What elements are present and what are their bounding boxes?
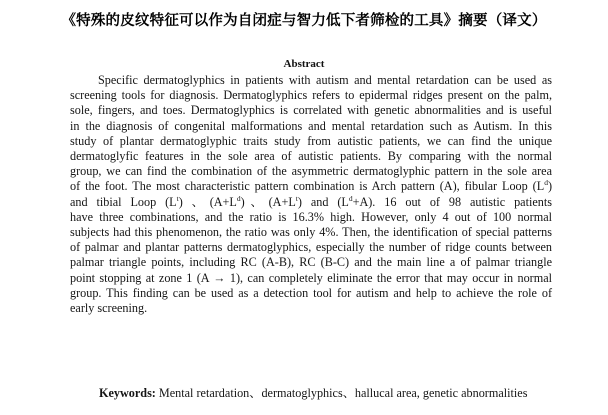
abstract-line: in the diagnosis of congenital malformations and mental retardation such as Autism. In this <box>70 118 552 133</box>
abstract-line: have three combinations, and the ratio is 16.3% high. However, only 4 out of 100 normal <box>70 209 552 224</box>
abstract-body <box>70 73 552 316</box>
abstract-line-pattern-combination <box>70 179 552 194</box>
text-run: ) <box>547 179 552 194</box>
abstract-line: palmar triangle points, including RC (A-B), RC (B-C) and the main line a of palmar triangle <box>70 255 552 270</box>
text-run: +A). 16 out of 98 autistic patients <box>352 194 552 209</box>
text-run: and tibial Loop (L <box>70 194 177 209</box>
abstract-line: group, we can find the combination of the asymmetric dermatoglyphic pattern in the sole area <box>70 164 552 179</box>
superscript: t <box>295 193 298 203</box>
abstract-line: early screening. <box>70 301 148 316</box>
keywords-line <box>99 384 527 401</box>
superscript: d <box>236 193 241 203</box>
abstract-line: sole, fingers, and toes. Dermatoglyphics is correlated with genetic abnormalities and is useful <box>70 103 552 118</box>
abstract-line: group. This finding can be used as a detection tool for autism and help to achieve the role of <box>70 285 552 300</box>
keywords-text: Mental retardation、dermatoglyphics、hallucal area, genetic abnormalities <box>155 386 528 400</box>
abstract-line: of palmar and plantar patterns dermatoglyphics, especially the number of ridge counts between <box>70 240 552 255</box>
abstract-line: screening tools for diagnosis. Dermatoglyphics refers to epidermal ridges present on the palm, <box>70 88 552 103</box>
abstract-line: point stopping at zone 1 (A → 1), can completely eliminate the error that may occur in normal <box>70 270 552 285</box>
abstract-line: subjects had this phenomenon, the ratio was only 4%. Then, the identification of special patterns <box>70 225 552 240</box>
superscript: d <box>348 193 353 203</box>
abstract-heading: Abstract <box>283 58 325 70</box>
abstract-line: Specific dermatoglyphics in patients with autism and mental retardation can be used as <box>98 73 552 87</box>
document-title: 《特殊的皮纹特征可以作为自闭症与智力低下者筛检的工具》摘要（译文） <box>61 13 547 29</box>
text-run: ) 、(A+L <box>178 194 237 209</box>
text-run: ) and (L <box>297 194 349 209</box>
abstract-line-pattern-list <box>70 195 552 210</box>
abstract-line: study of plantar dermatoglyphic traits study from autistic patients, we can find the unique <box>70 133 552 148</box>
abstract-line: dermatoglyfic features in the sole area of autistic patients. By comparing with the normal <box>70 149 552 164</box>
text-run: )、(A+L <box>240 194 296 209</box>
keywords-label: Keywords: <box>99 386 156 400</box>
superscript: d <box>544 178 548 188</box>
superscript: t <box>176 193 179 203</box>
text-run: of the foot. The most characteristic pattern combination is Arch pattern (A), fibular Loop (L <box>70 179 545 194</box>
